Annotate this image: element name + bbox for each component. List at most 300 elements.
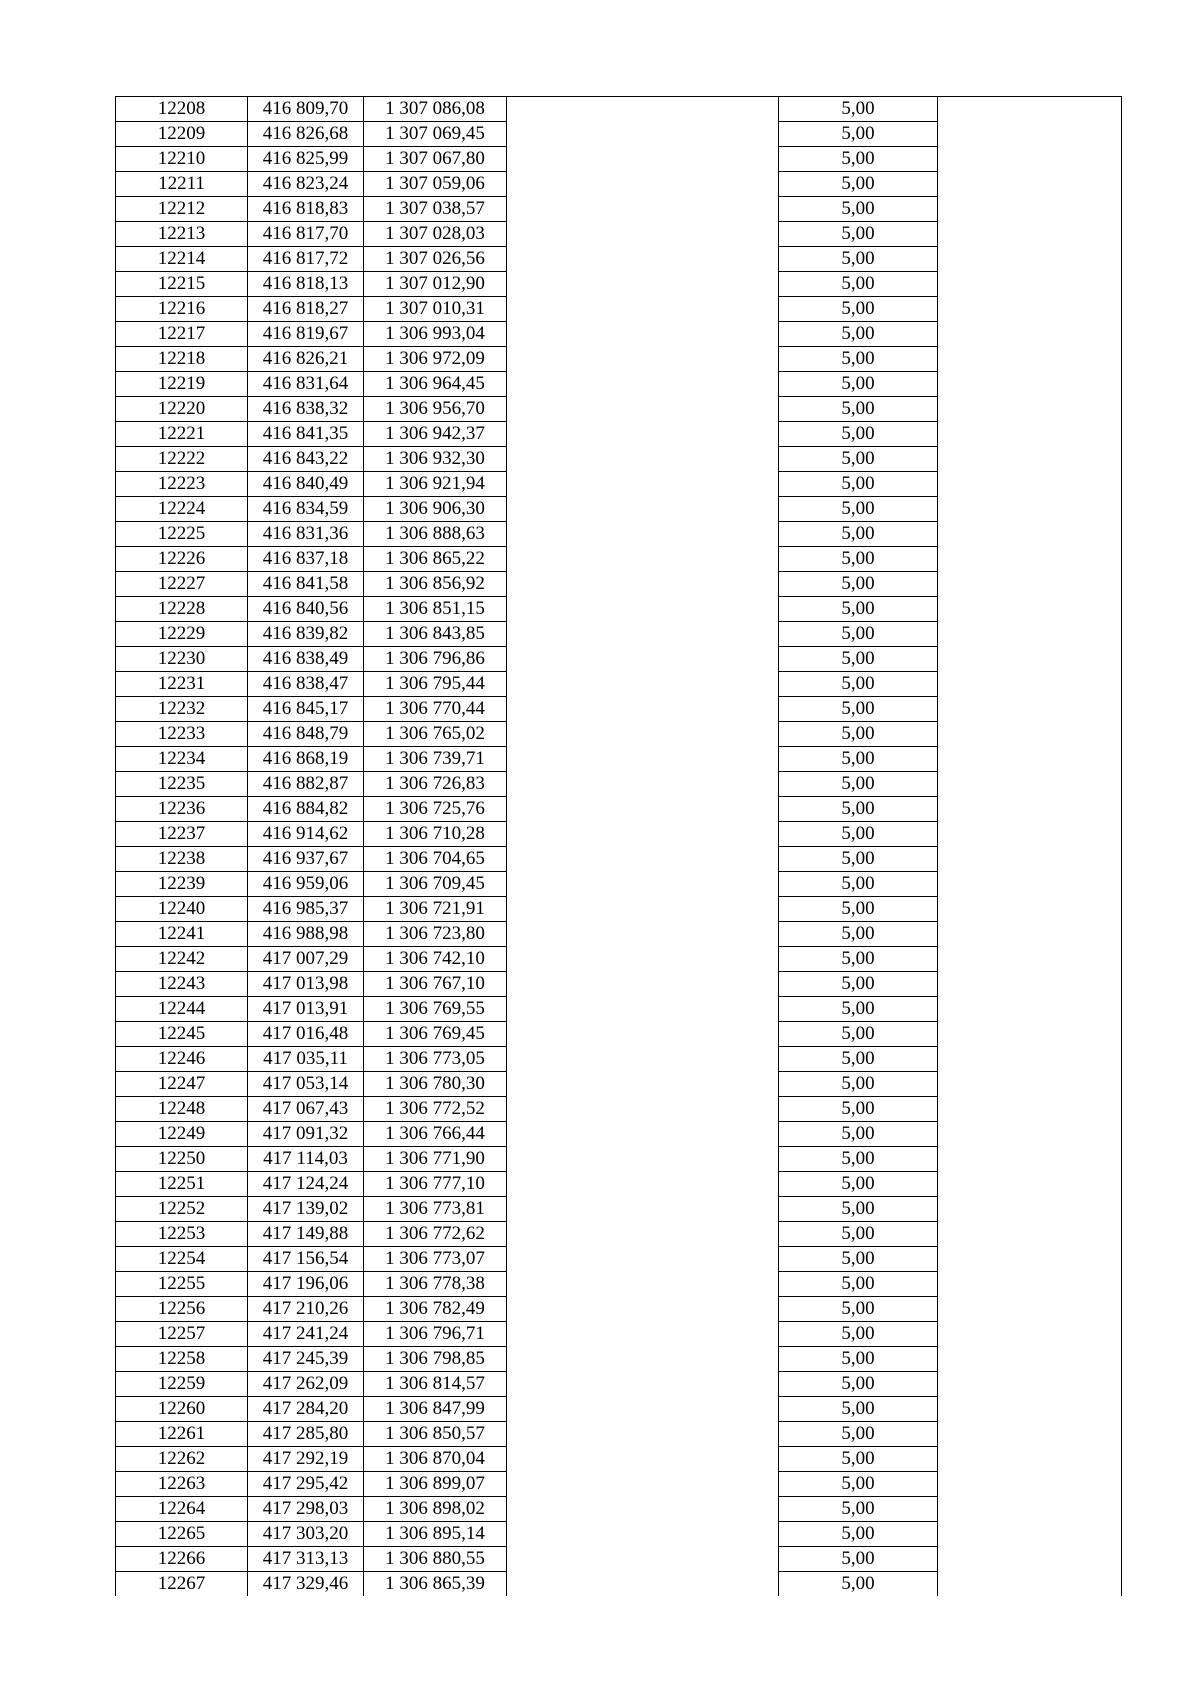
blank-cell	[507, 1422, 779, 1447]
y-coordinate-cell: 1 306 993,04	[364, 322, 507, 347]
value-cell: 5,00	[779, 1272, 938, 1297]
table-row	[116, 1172, 1122, 1197]
blank-cell	[507, 1047, 779, 1072]
point-number-cell: 12217	[116, 322, 248, 347]
blank-cell	[938, 1072, 1122, 1097]
blank-cell	[507, 422, 779, 447]
blank-cell	[507, 222, 779, 247]
value-cell: 5,00	[779, 247, 938, 272]
point-number-cell: 12255	[116, 1272, 248, 1297]
x-coordinate-cell: 416 825,99	[248, 147, 364, 172]
x-coordinate-cell: 416 818,13	[248, 272, 364, 297]
y-coordinate-cell: 1 306 851,15	[364, 597, 507, 622]
y-coordinate-cell: 1 306 798,85	[364, 1347, 507, 1372]
x-coordinate-cell: 416 838,32	[248, 397, 364, 422]
table-row	[116, 447, 1122, 472]
x-coordinate-cell: 416 959,06	[248, 872, 364, 897]
x-coordinate-cell: 417 067,43	[248, 1097, 364, 1122]
blank-cell	[938, 797, 1122, 822]
blank-cell	[938, 222, 1122, 247]
y-coordinate-cell: 1 306 772,62	[364, 1222, 507, 1247]
blank-cell	[507, 797, 779, 822]
y-coordinate-cell: 1 307 067,80	[364, 147, 507, 172]
y-coordinate-cell: 1 306 721,91	[364, 897, 507, 922]
x-coordinate-cell: 417 241,24	[248, 1322, 364, 1347]
blank-cell	[507, 247, 779, 272]
value-cell: 5,00	[779, 622, 938, 647]
blank-cell	[507, 147, 779, 172]
blank-cell	[938, 747, 1122, 772]
table-row	[116, 1572, 1122, 1597]
value-cell: 5,00	[779, 1422, 938, 1447]
table-row	[116, 122, 1122, 147]
y-coordinate-cell: 1 306 709,45	[364, 872, 507, 897]
table-row	[116, 1447, 1122, 1472]
blank-cell	[938, 1397, 1122, 1422]
x-coordinate-cell: 417 245,39	[248, 1347, 364, 1372]
value-cell: 5,00	[779, 847, 938, 872]
value-cell: 5,00	[779, 1147, 938, 1172]
x-coordinate-cell: 416 817,72	[248, 247, 364, 272]
blank-cell	[938, 522, 1122, 547]
table-row	[116, 547, 1122, 572]
point-number-cell: 12263	[116, 1472, 248, 1497]
table-row	[116, 872, 1122, 897]
table-row	[116, 972, 1122, 997]
value-cell: 5,00	[779, 1097, 938, 1122]
blank-cell	[507, 1222, 779, 1247]
x-coordinate-cell: 417 298,03	[248, 1497, 364, 1522]
table-row	[116, 1272, 1122, 1297]
blank-cell	[507, 847, 779, 872]
value-cell: 5,00	[779, 497, 938, 522]
point-number-cell: 12233	[116, 722, 248, 747]
blank-cell	[938, 1447, 1122, 1472]
y-coordinate-cell: 1 307 010,31	[364, 297, 507, 322]
x-coordinate-cell: 416 823,24	[248, 172, 364, 197]
point-number-cell: 12254	[116, 1247, 248, 1272]
x-coordinate-cell: 417 016,48	[248, 1022, 364, 1047]
point-number-cell: 12214	[116, 247, 248, 272]
y-coordinate-cell: 1 306 726,83	[364, 772, 507, 797]
x-coordinate-cell: 416 831,36	[248, 522, 364, 547]
x-coordinate-cell: 417 156,54	[248, 1247, 364, 1272]
table-row	[116, 597, 1122, 622]
x-coordinate-cell: 417 295,42	[248, 1472, 364, 1497]
blank-cell	[507, 1547, 779, 1572]
point-number-cell: 12261	[116, 1422, 248, 1447]
blank-cell	[507, 497, 779, 522]
point-number-cell: 12267	[116, 1572, 248, 1597]
table-row	[116, 147, 1122, 172]
table-row	[116, 1397, 1122, 1422]
blank-cell	[507, 972, 779, 997]
x-coordinate-cell: 417 139,02	[248, 1197, 364, 1222]
point-number-cell: 12241	[116, 922, 248, 947]
blank-cell	[938, 597, 1122, 622]
blank-cell	[938, 847, 1122, 872]
table-row	[116, 1022, 1122, 1047]
table-row	[116, 172, 1122, 197]
y-coordinate-cell: 1 306 898,02	[364, 1497, 507, 1522]
value-cell: 5,00	[779, 97, 938, 122]
point-number-cell: 12253	[116, 1222, 248, 1247]
table-row	[116, 822, 1122, 847]
x-coordinate-cell: 416 937,67	[248, 847, 364, 872]
point-number-cell: 12265	[116, 1522, 248, 1547]
value-cell: 5,00	[779, 1047, 938, 1072]
blank-cell	[938, 822, 1122, 847]
table-row	[116, 1222, 1122, 1247]
value-cell: 5,00	[779, 922, 938, 947]
blank-cell	[938, 1347, 1122, 1372]
x-coordinate-cell: 416 809,70	[248, 97, 364, 122]
table-row	[116, 347, 1122, 372]
value-cell: 5,00	[779, 197, 938, 222]
x-coordinate-cell: 417 007,29	[248, 947, 364, 972]
table-row	[116, 297, 1122, 322]
y-coordinate-cell: 1 306 847,99	[364, 1397, 507, 1422]
x-coordinate-cell: 417 210,26	[248, 1297, 364, 1322]
table-row	[116, 1072, 1122, 1097]
y-coordinate-cell: 1 307 086,08	[364, 97, 507, 122]
y-coordinate-cell: 1 306 773,05	[364, 1047, 507, 1072]
point-number-cell: 12230	[116, 647, 248, 672]
blank-cell	[507, 1297, 779, 1322]
point-number-cell: 12247	[116, 1072, 248, 1097]
table-row	[116, 197, 1122, 222]
y-coordinate-cell: 1 306 739,71	[364, 747, 507, 772]
blank-cell	[507, 947, 779, 972]
blank-cell	[507, 1322, 779, 1347]
blank-cell	[938, 697, 1122, 722]
blank-cell	[938, 122, 1122, 147]
blank-cell	[938, 372, 1122, 397]
point-number-cell: 12264	[116, 1497, 248, 1522]
blank-cell	[507, 597, 779, 622]
value-cell: 5,00	[779, 1572, 938, 1597]
point-number-cell: 12225	[116, 522, 248, 547]
blank-cell	[938, 322, 1122, 347]
x-coordinate-cell: 417 124,24	[248, 1172, 364, 1197]
blank-cell	[938, 872, 1122, 897]
blank-cell	[938, 547, 1122, 572]
value-cell: 5,00	[779, 1522, 938, 1547]
point-number-cell: 12231	[116, 672, 248, 697]
table-row	[116, 947, 1122, 972]
point-number-cell: 12239	[116, 872, 248, 897]
blank-cell	[938, 647, 1122, 672]
x-coordinate-cell: 417 053,14	[248, 1072, 364, 1097]
table-row	[116, 472, 1122, 497]
x-coordinate-cell: 417 285,80	[248, 1422, 364, 1447]
blank-cell	[507, 97, 779, 122]
table-row	[116, 322, 1122, 347]
table-row	[116, 1322, 1122, 1347]
x-coordinate-cell: 416 840,56	[248, 597, 364, 622]
blank-cell	[507, 1472, 779, 1497]
y-coordinate-cell: 1 306 895,14	[364, 1522, 507, 1547]
value-cell: 5,00	[779, 597, 938, 622]
blank-cell	[938, 1197, 1122, 1222]
y-coordinate-cell: 1 306 769,55	[364, 997, 507, 1022]
point-number-cell: 12240	[116, 897, 248, 922]
y-coordinate-cell: 1 307 026,56	[364, 247, 507, 272]
blank-cell	[938, 997, 1122, 1022]
blank-cell	[507, 572, 779, 597]
blank-cell	[507, 1122, 779, 1147]
value-cell: 5,00	[779, 822, 938, 847]
value-cell: 5,00	[779, 572, 938, 597]
y-coordinate-cell: 1 306 710,28	[364, 822, 507, 847]
blank-cell	[938, 1122, 1122, 1147]
blank-cell	[507, 1147, 779, 1172]
blank-cell	[938, 297, 1122, 322]
table-row	[116, 1147, 1122, 1172]
blank-cell	[938, 922, 1122, 947]
point-number-cell: 12256	[116, 1297, 248, 1322]
table-row	[116, 747, 1122, 772]
value-cell: 5,00	[779, 1397, 938, 1422]
point-number-cell: 12218	[116, 347, 248, 372]
value-cell: 5,00	[779, 772, 938, 797]
blank-cell	[507, 197, 779, 222]
x-coordinate-cell: 416 988,98	[248, 922, 364, 947]
y-coordinate-cell: 1 306 777,10	[364, 1172, 507, 1197]
point-number-cell: 12235	[116, 772, 248, 797]
blank-cell	[507, 897, 779, 922]
y-coordinate-cell: 1 306 780,30	[364, 1072, 507, 1097]
y-coordinate-cell: 1 306 870,04	[364, 1447, 507, 1472]
blank-cell	[938, 97, 1122, 122]
table-row	[116, 97, 1122, 122]
point-number-cell: 12234	[116, 747, 248, 772]
y-coordinate-cell: 1 306 972,09	[364, 347, 507, 372]
blank-cell	[938, 1322, 1122, 1347]
blank-cell	[938, 272, 1122, 297]
table-row	[116, 1047, 1122, 1072]
y-coordinate-cell: 1 306 906,30	[364, 497, 507, 522]
blank-cell	[938, 147, 1122, 172]
value-cell: 5,00	[779, 672, 938, 697]
blank-cell	[938, 347, 1122, 372]
y-coordinate-cell: 1 306 778,38	[364, 1272, 507, 1297]
x-coordinate-cell: 416 841,58	[248, 572, 364, 597]
y-coordinate-cell: 1 307 038,57	[364, 197, 507, 222]
point-number-cell: 12248	[116, 1097, 248, 1122]
blank-cell	[507, 297, 779, 322]
y-coordinate-cell: 1 306 880,55	[364, 1547, 507, 1572]
value-cell: 5,00	[779, 1072, 938, 1097]
blank-cell	[938, 1047, 1122, 1072]
x-coordinate-cell: 417 196,06	[248, 1272, 364, 1297]
blank-cell	[938, 397, 1122, 422]
value-cell: 5,00	[779, 1472, 938, 1497]
table-row	[116, 847, 1122, 872]
x-coordinate-cell: 416 826,21	[248, 347, 364, 372]
value-cell: 5,00	[779, 1447, 938, 1472]
blank-cell	[507, 872, 779, 897]
blank-cell	[507, 1172, 779, 1197]
blank-cell	[938, 497, 1122, 522]
table-row	[116, 222, 1122, 247]
y-coordinate-cell: 1 306 773,81	[364, 1197, 507, 1222]
value-cell: 5,00	[779, 272, 938, 297]
table-row	[116, 1372, 1122, 1397]
value-cell: 5,00	[779, 872, 938, 897]
blank-cell	[938, 1297, 1122, 1322]
table-row	[116, 772, 1122, 797]
point-number-cell: 12228	[116, 597, 248, 622]
table-row	[116, 272, 1122, 297]
blank-cell	[507, 1097, 779, 1122]
blank-cell	[938, 247, 1122, 272]
blank-cell	[507, 672, 779, 697]
x-coordinate-cell: 417 292,19	[248, 1447, 364, 1472]
value-cell: 5,00	[779, 1172, 938, 1197]
y-coordinate-cell: 1 306 796,86	[364, 647, 507, 672]
x-coordinate-cell: 417 284,20	[248, 1397, 364, 1422]
blank-cell	[938, 447, 1122, 472]
point-number-cell: 12221	[116, 422, 248, 447]
blank-cell	[938, 972, 1122, 997]
point-number-cell: 12220	[116, 397, 248, 422]
value-cell: 5,00	[779, 972, 938, 997]
y-coordinate-cell: 1 307 059,06	[364, 172, 507, 197]
x-coordinate-cell: 416 837,18	[248, 547, 364, 572]
point-number-cell: 12249	[116, 1122, 248, 1147]
table-row	[116, 1472, 1122, 1497]
table-row	[116, 647, 1122, 672]
value-cell: 5,00	[779, 747, 938, 772]
value-cell: 5,00	[779, 547, 938, 572]
blank-cell	[938, 1247, 1122, 1272]
point-number-cell: 12223	[116, 472, 248, 497]
x-coordinate-cell: 416 819,67	[248, 322, 364, 347]
x-coordinate-cell: 416 831,64	[248, 372, 364, 397]
blank-cell	[938, 1422, 1122, 1447]
value-cell: 5,00	[779, 1197, 938, 1222]
value-cell: 5,00	[779, 1322, 938, 1347]
table-row	[116, 1422, 1122, 1447]
table-row	[116, 572, 1122, 597]
value-cell: 5,00	[779, 1497, 938, 1522]
blank-cell	[507, 1497, 779, 1522]
x-coordinate-cell: 417 091,32	[248, 1122, 364, 1147]
point-number-cell: 12219	[116, 372, 248, 397]
blank-cell	[938, 1172, 1122, 1197]
x-coordinate-cell: 416 834,59	[248, 497, 364, 522]
y-coordinate-cell: 1 306 888,63	[364, 522, 507, 547]
blank-cell	[938, 1497, 1122, 1522]
value-cell: 5,00	[779, 1347, 938, 1372]
table-row	[116, 522, 1122, 547]
y-coordinate-cell: 1 306 772,52	[364, 1097, 507, 1122]
table-row	[116, 397, 1122, 422]
x-coordinate-cell: 417 313,13	[248, 1547, 364, 1572]
blank-cell	[507, 1522, 779, 1547]
table-row	[116, 922, 1122, 947]
y-coordinate-cell: 1 306 814,57	[364, 1372, 507, 1397]
y-coordinate-cell: 1 306 771,90	[364, 1147, 507, 1172]
blank-cell	[938, 897, 1122, 922]
blank-cell	[938, 622, 1122, 647]
blank-cell	[507, 1372, 779, 1397]
y-coordinate-cell: 1 306 795,44	[364, 672, 507, 697]
y-coordinate-cell: 1 306 766,44	[364, 1122, 507, 1147]
point-number-cell: 12215	[116, 272, 248, 297]
blank-cell	[507, 1197, 779, 1222]
blank-cell	[507, 822, 779, 847]
y-coordinate-cell: 1 306 899,07	[364, 1472, 507, 1497]
y-coordinate-cell: 1 306 767,10	[364, 972, 507, 997]
coordinates-table	[115, 96, 1122, 1596]
point-number-cell: 12260	[116, 1397, 248, 1422]
blank-cell	[507, 922, 779, 947]
blank-cell	[507, 522, 779, 547]
blank-cell	[507, 322, 779, 347]
x-coordinate-cell: 417 013,98	[248, 972, 364, 997]
blank-cell	[507, 772, 779, 797]
blank-cell	[507, 372, 779, 397]
point-number-cell: 12224	[116, 497, 248, 522]
blank-cell	[938, 1522, 1122, 1547]
y-coordinate-cell: 1 306 742,10	[364, 947, 507, 972]
value-cell: 5,00	[779, 722, 938, 747]
value-cell: 5,00	[779, 147, 938, 172]
blank-cell	[507, 397, 779, 422]
y-coordinate-cell: 1 306 932,30	[364, 447, 507, 472]
table-row	[116, 1497, 1122, 1522]
point-number-cell: 12210	[116, 147, 248, 172]
y-coordinate-cell: 1 307 012,90	[364, 272, 507, 297]
value-cell: 5,00	[779, 1222, 938, 1247]
point-number-cell: 12236	[116, 797, 248, 822]
point-number-cell: 12222	[116, 447, 248, 472]
x-coordinate-cell: 416 884,82	[248, 797, 364, 822]
table-row	[116, 797, 1122, 822]
value-cell: 5,00	[779, 322, 938, 347]
point-number-cell: 12252	[116, 1197, 248, 1222]
y-coordinate-cell: 1 306 865,39	[364, 1572, 507, 1597]
x-coordinate-cell: 416 882,87	[248, 772, 364, 797]
value-cell: 5,00	[779, 472, 938, 497]
table-row	[116, 897, 1122, 922]
value-cell: 5,00	[779, 222, 938, 247]
blank-cell	[938, 197, 1122, 222]
blank-cell	[938, 722, 1122, 747]
point-number-cell: 12232	[116, 697, 248, 722]
table-body	[116, 97, 1122, 1597]
blank-cell	[507, 472, 779, 497]
y-coordinate-cell: 1 306 942,37	[364, 422, 507, 447]
x-coordinate-cell: 416 985,37	[248, 897, 364, 922]
value-cell: 5,00	[779, 372, 938, 397]
value-cell: 5,00	[779, 1022, 938, 1047]
value-cell: 5,00	[779, 797, 938, 822]
value-cell: 5,00	[779, 997, 938, 1022]
table-row	[116, 672, 1122, 697]
point-number-cell: 12209	[116, 122, 248, 147]
blank-cell	[507, 122, 779, 147]
y-coordinate-cell: 1 306 843,85	[364, 622, 507, 647]
point-number-cell: 12250	[116, 1147, 248, 1172]
blank-cell	[938, 1097, 1122, 1122]
point-number-cell: 12238	[116, 847, 248, 872]
x-coordinate-cell: 416 818,27	[248, 297, 364, 322]
blank-cell	[938, 1022, 1122, 1047]
point-number-cell: 12258	[116, 1347, 248, 1372]
